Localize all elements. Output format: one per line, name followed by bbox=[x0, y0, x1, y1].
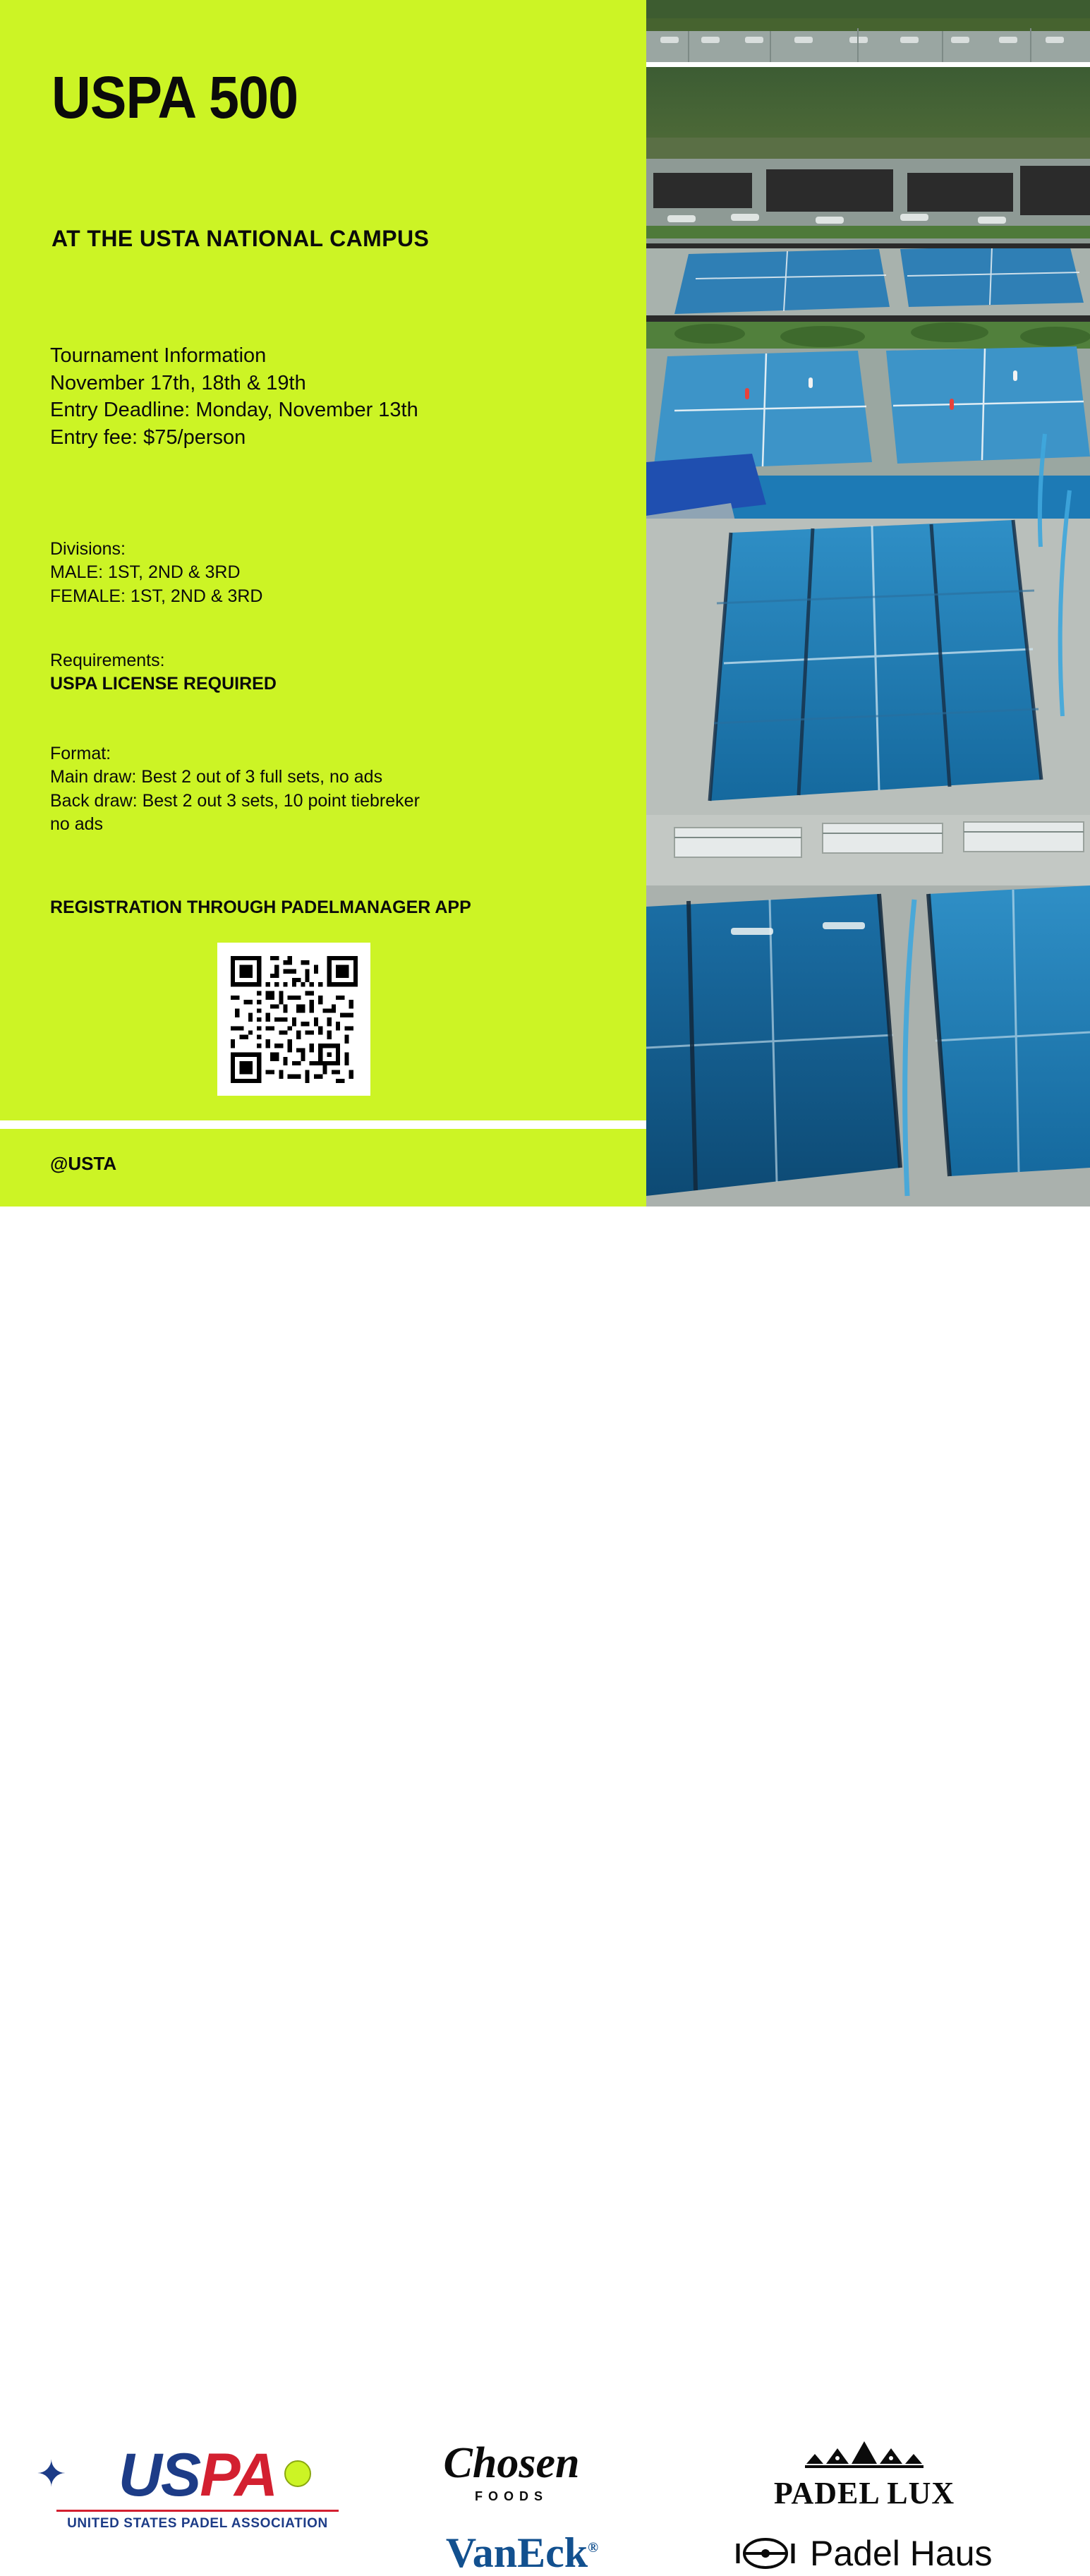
info-panel-top bbox=[0, 0, 646, 42]
sponsor-strip bbox=[0, 1207, 1090, 2576]
divisions-block bbox=[50, 538, 262, 608]
qr-code-icon bbox=[231, 956, 358, 1083]
padel-lux-wordmark: PADEL LUX bbox=[773, 2476, 955, 2510]
sponsor-padel-lux bbox=[748, 2440, 981, 2511]
venue-photo bbox=[646, 67, 1090, 1207]
divisions-heading: Divisions: bbox=[50, 539, 126, 559]
requirements-block bbox=[50, 649, 277, 696]
sponsor-vaneck bbox=[416, 2529, 628, 2576]
tournament-info-block bbox=[50, 342, 418, 451]
vaneck-registered: ® bbox=[588, 2540, 599, 2556]
page-subtitle: AT THE USTA NATIONAL CAMPUS bbox=[52, 226, 430, 251]
chosen-wordmark: Chosen bbox=[443, 2439, 580, 2487]
sponsor-chosen-foods bbox=[406, 2441, 617, 2504]
tennis-ball-icon bbox=[284, 2460, 311, 2487]
tournament-dates: November 17th, 18th & 19th bbox=[50, 371, 306, 394]
qr-code[interactable] bbox=[217, 943, 370, 1096]
padel-haus-wordmark: Padel Haus bbox=[810, 2534, 993, 2573]
star-icon: ✦ bbox=[36, 2454, 67, 2495]
sponsor-uspa bbox=[36, 2441, 356, 2532]
page-title: USPA 500 bbox=[52, 64, 298, 131]
registration-block bbox=[50, 896, 471, 919]
divisions-female: FEMALE: 1ST, 2ND & 3RD bbox=[50, 586, 263, 606]
format-main-draw: Main draw: Best 2 out of 3 full sets, no ads bbox=[50, 767, 383, 787]
vaneck-name: VanEck bbox=[445, 2529, 588, 2576]
uspa-tagline: UNITED STATES PADEL ASSOCIATION bbox=[67, 2516, 328, 2531]
format-block bbox=[50, 742, 420, 836]
requirements-heading: Requirements: bbox=[50, 651, 165, 670]
venue-photo-image bbox=[646, 67, 1090, 1207]
padel-haus-mark-icon bbox=[734, 2534, 797, 2573]
top-strip-image bbox=[646, 0, 1090, 62]
uspa-divider bbox=[56, 2510, 339, 2512]
format-heading: Format: bbox=[50, 744, 111, 763]
sponsor-padel-haus bbox=[734, 2533, 1016, 2574]
vaneck-wordmark bbox=[416, 2529, 628, 2576]
format-no-ads: no ads bbox=[50, 814, 104, 834]
requirements-detail: USPA LICENSE REQUIRED bbox=[50, 674, 277, 694]
social-handle[interactable]: @USTA bbox=[50, 1153, 117, 1174]
photo-top-strip bbox=[646, 0, 1090, 62]
crown-icon bbox=[794, 2440, 935, 2472]
format-back-draw: Back draw: Best 2 out 3 sets, 10 point tiebreker bbox=[50, 790, 420, 811]
entry-deadline: Entry Deadline: Monday, November 13th bbox=[50, 399, 418, 422]
divisions-male: MALE: 1ST, 2ND & 3RD bbox=[50, 562, 241, 583]
uspa-logo-us: US bbox=[118, 2441, 200, 2509]
uspa-logo-pa: PA bbox=[200, 2441, 277, 2509]
chosen-subtext: FOODS bbox=[474, 2489, 548, 2503]
entry-fee: Entry fee: $75/person bbox=[50, 425, 246, 449]
registration-note: REGISTRATION THROUGH PADELMANAGER APP bbox=[50, 897, 471, 917]
tournament-info-line: Tournament Information bbox=[50, 344, 267, 367]
